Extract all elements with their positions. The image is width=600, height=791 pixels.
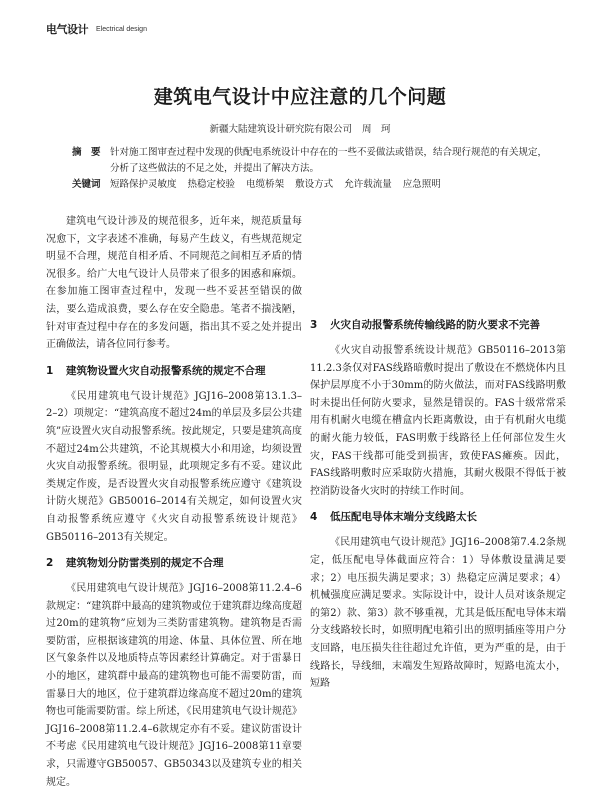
article-title: 建筑电气设计中应注意的几个问题 bbox=[153, 86, 447, 108]
abstract-label: 摘 要 bbox=[72, 147, 101, 158]
section-title: 建筑物划分防雷类别的规定不合理 bbox=[66, 557, 224, 570]
section-title: 火灾自动报警系统传输线路的防火要求不完善 bbox=[330, 319, 540, 331]
section-number: 2 bbox=[46, 557, 54, 570]
keyword: 应急照明 bbox=[402, 179, 441, 190]
right-column bbox=[310, 213, 566, 693]
keyword: 热稳定校验 bbox=[187, 179, 236, 190]
author-name: 周 珂 bbox=[362, 124, 391, 135]
keywords-list bbox=[110, 177, 552, 193]
journal-name-en: Electrical design bbox=[96, 25, 147, 33]
keyword: 电缆桥架 bbox=[246, 179, 285, 190]
keyword: 允许载流量 bbox=[344, 179, 392, 190]
section-number: 3 bbox=[310, 319, 318, 331]
section-title: 低压配电导体末端分支线路太长 bbox=[330, 511, 477, 524]
section-heading bbox=[310, 317, 566, 334]
body-paragraph: 《民用建筑电气设计规范》JGJ16–2008第13.1.3–2–2）项规定：“建筑高度不超过24m的单层及多层公共建筑”应设置火灾自动报警系统。按此规定，只要是建筑高度不超过24m公共建筑，不论其规模大小和用途，均须设置火灾自动报警系统。很明显，此项规定多有不妥。建议此类规定作废，是否设置火灾自动报警系统应遵守《建筑设计防火规范》GB50016–2014有关规定，如何设置火灾自动报警系统应遵守《火灾自动报警系统设计规范》GB50116–2013有关规定。 bbox=[46, 390, 302, 543]
section-number: 1 bbox=[46, 364, 54, 377]
running-header bbox=[46, 22, 147, 36]
body-paragraph: 《火灾自动报警系统设计规范》GB50116–2013第11.2.3条仅对FAS线路暗敷时提出了敷设在不燃烧体内且保护层厚度不小于30mm的防火做法，而对FAS线路明敷时未提出任何防火要求，显然是错误的。FAS十级常常采用有机耐火电缆在槽盒内长距离敷设，由于有机耐火电缆的耐火能力较低，FAS明敷于线路径上任何部位发生火灾，FAS干线都可能受到损害，致使FAS瘫痪。因此，FAS线路明敷时应采取防火措施，其耐火极限不得低于被控消防设备火灾时的持续工作时间。 bbox=[310, 345, 566, 497]
section-number: 4 bbox=[310, 511, 318, 524]
section-heading bbox=[46, 555, 302, 572]
keyword: 短路保护灵敏度 bbox=[110, 179, 177, 190]
author-line bbox=[0, 121, 600, 135]
keywords-label: 关键词 bbox=[72, 179, 101, 190]
keyword: 敷设方式 bbox=[295, 179, 334, 190]
left-column bbox=[46, 213, 302, 791]
abstract-block bbox=[72, 145, 552, 193]
author-affiliation: 新疆大陆建筑设计研究院有限公司 bbox=[209, 124, 352, 135]
section-heading bbox=[310, 509, 566, 526]
journal-name: 电气设计 bbox=[46, 23, 88, 36]
section-title: 建筑物设置火灾自动报警系统的规定不合理 bbox=[66, 364, 266, 377]
intro-paragraph: 建筑电气设计涉及的规范很多，近年来，规范质量每况愈下，文字表述不准确，每易产生歧义，有些规范规定明显不合理，规范自相矛盾、不同规范之间相互矛盾的情况很多。给广大电气设计人员带来了很多的困惑和麻烦。在参加施工图审查过程中，发现一些不妥甚至错误的做法，要么造成浪费，要么存在安全隐患。笔者不揣浅陋，针对审查过程中存在的多发问题，指出其不妥之处并提出正确做法，请各位同行参考。 bbox=[46, 216, 302, 351]
body-paragraph: 《民用建筑电气设计规范》JGJ16–2008第11.2.4–6款规定：“建筑群中最高的建筑物或位于建筑群边缘高度超过20m的建筑物”应划为三类防雷建筑物。建筑物是否需要防雷，应根据该建筑的用途、体量、具体位置、所在地区气象条件以及地质特点等因素经计算确定。对于雷暴日小的地区，建筑群中最高的建筑物也可能不需要防雷，而雷暴日大的地区，位于建筑群边缘高度不超过20m的建筑物也可能需要防雷。综上所述，《民用建筑电气设计规范》JGJ16–2008第11.2.4–6款规定亦有不妥。建议防雷设计不考虑《民用建筑电气设计规范》JGJ16–2008第11章要求，只需遵守GB50057、GB50343以及建筑专业的相关规定。 bbox=[46, 583, 302, 788]
body-paragraph: 《民用建筑电气设计规范》JGJ16–2008第7.4.2条规定，低压配电导体截面应符合：1）导体敷设量满足要求；2）电压损失满足要求；3）热稳定应满足要求；4）机械强度应满足要求。实际设计中，设计人员对该条规定的第2）款、第3）款不够重视，尤其是低压配电导体末端分支线路较长时，如照明配电箱引出的照明插座等用户分支回路，电压损失往往超过允许值，更为严重的是，由于线路长，导线细，末端发生短路故障时，短路电流太小，短路 bbox=[310, 537, 566, 690]
section-heading bbox=[46, 363, 302, 380]
abstract-text: 针对施工图审查过程中发现的供配电系统设计中存在的一些不妥做法或错误，结合现行规范的有关规定，分析了这些做法的不足之处，并提出了解决方法。 bbox=[110, 147, 548, 174]
